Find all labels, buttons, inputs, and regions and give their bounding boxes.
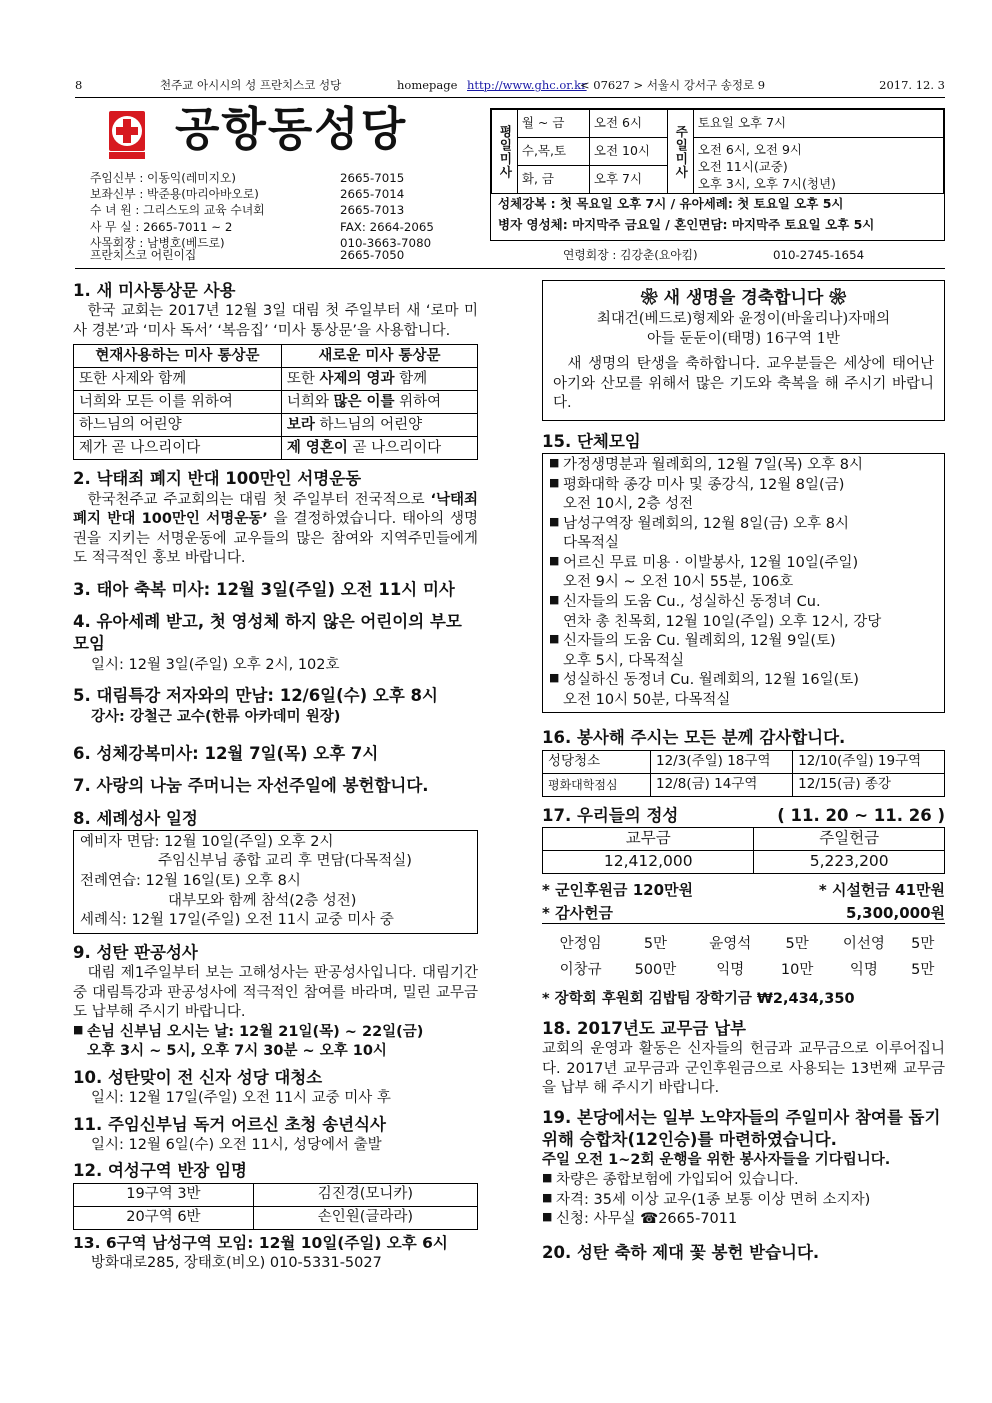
section-heading: 4. 유아세례 받고, 첫 영성체 하지 않은 어린이의 부모 모임 <box>73 612 462 654</box>
staff-phone: 2665-7013 <box>340 203 405 218</box>
mass-time: 오후 7시 <box>589 166 667 194</box>
table-cell: 12/8(금) 14구역 <box>651 773 793 796</box>
donor-amount: 500만 <box>634 961 677 978</box>
table-header: 주일헌금 <box>754 827 945 850</box>
section-heading: 8. 세례성사 일정 <box>73 808 198 828</box>
table-cell: 성당청소 <box>543 750 651 773</box>
offering-table <box>542 827 945 874</box>
sunday-mass-time: 토요일 오후 7시 <box>693 110 943 138</box>
staff-phone: 010-3663-7080 <box>340 235 432 250</box>
staff-name: 보좌신부 : 박준용(마리아바오로) <box>90 187 259 202</box>
flower-icon: ❀ <box>640 288 664 308</box>
table-cell: 평화대학점심 <box>543 773 651 796</box>
homepage-link[interactable]: http://www.ghc.or.kr <box>467 78 587 92</box>
section-text: 방화대로285, 장태호(비오) 010-5331-5027 <box>91 1254 382 1271</box>
list-item: ■ 신청: 사무실 ☎2665-7011 <box>542 1210 945 1230</box>
mass-text-table <box>73 344 478 460</box>
section-text: 주일 오전 1~2회 운행을 위한 봉사자들을 기다립니다. <box>542 1152 891 1169</box>
list-item: ■ 손님 신부님 오시는 날: 12월 21일(목) ~ 22일(금) <box>73 1023 478 1043</box>
staff-phone: 2665-7015 <box>340 171 405 185</box>
staff-phone: 2665-7014 <box>340 187 405 202</box>
section-heading: 17. 우리들의 정성 ( 11. 20 ~ 11. 26 ) <box>542 805 945 827</box>
schedule-line: 대부모와 함께 참석(2층 성전) <box>168 892 357 909</box>
table-cell: 너희와 모든 이를 위하여 <box>74 391 282 414</box>
section-heading: 10. 성탄맞이 전 신자 성당 대청소 <box>73 1067 323 1087</box>
parish-org: 천주교 아시시의 성 프란치스코 성당 <box>160 78 342 92</box>
list-item: ■ 평화대학 종강 미사 및 종강식, 12월 8일(금) 오전 10시, 2층 성전 <box>549 476 938 515</box>
staff-name: 사목회장 : 남병호(베드로) <box>90 235 225 250</box>
staff-row <box>90 186 434 202</box>
section-heading: 13. 6구역 남성구역 모임: 12월 10일(주일) 오후 6시 <box>73 1233 448 1252</box>
table-cell: 12/3(주일) 18구역 <box>651 750 793 773</box>
new-life-text: 새 생명의 탄생을 축하합니다. 교우분들은 세상에 태어난 아기와 산모를 위해서 많은 기도와 축복을 해 주시기 바랍니다. <box>553 356 934 412</box>
list-item: ■ 남성구역장 월례회의, 12월 8일(금) 오후 8시 다목적실 <box>549 515 938 554</box>
section-text: 대림 제1주일부터 보는 고해성사는 판공성사입니다. 대림기간 중 대림특강과 판공성사에 적극적인 참여를 바라며, 밀린 교무금도 납부해 주시기 바랍니다. <box>73 964 478 1021</box>
page-number: 8 <box>75 78 83 92</box>
section-heading: 2. 낙태죄 폐지 반대 100만인 서명운동 <box>73 469 362 489</box>
group-meetings-box <box>542 453 945 713</box>
offering-line: * 군인후원금 120만원 * 시설헌금 41만원 <box>542 880 945 899</box>
thanks-offering-line: * 감사헌금 5,300,000원 <box>542 903 945 924</box>
section-text: 일시: 12월 3일(주일) 오후 2시, 102호 <box>91 656 340 673</box>
schedule-line: 전례연습: 12월 16일(토) 오후 8시 <box>80 873 301 890</box>
sunday-mass-time: 오전 6시, 오전 9시 <box>697 142 802 157</box>
section-heading: 16. 봉사해 주시는 모든 분께 감사합니다. <box>542 728 846 748</box>
staff-name: 사 무 실 : 2665-7011 ~ 2 <box>90 219 233 234</box>
table-cell: 5,223,200 <box>754 850 945 873</box>
donor-name: 익명 <box>716 961 745 978</box>
note-line: 성체강복 : 첫 목요일 오후 7시 / 유아세례: 첫 토요일 오후 5시 <box>498 196 844 211</box>
sunday-mass-label: 주일미사 <box>667 110 693 194</box>
section-text: 강사: 강철근 교수(한류 아카데미 원장) <box>91 708 341 725</box>
list-item: ■ 성실하신 동정녀 Cu. 월례회의, 12월 16일(토) 오전 10시 50분, 다목적실 <box>549 671 938 710</box>
table-cell: 12/10(주일) 19구역 <box>793 750 945 773</box>
table-cell: 제가 곧 나으리이다 <box>74 437 282 460</box>
donor-amount: 5만 <box>911 961 935 978</box>
leaders-table <box>73 1183 478 1230</box>
schedule-line: 세례식: 12월 17일(주일) 오전 11시 교중 미사 중 <box>80 912 394 929</box>
confession-list <box>73 1023 478 1043</box>
mass-time: 오전 10시 <box>589 138 667 166</box>
mass-day: 화, 금 <box>517 166 589 194</box>
scholarship-line: * 장학회 후원회 김밥팀 장학기금 ₩2,434,350 <box>542 991 855 1008</box>
section-heading: 12. 여성구역 반장 임명 <box>73 1161 247 1181</box>
list-item: ■ 신자들의 도움 Cu. 월례회의, 12월 9일(토) 오후 5시, 다목적실 <box>549 632 938 671</box>
meetings-list <box>549 456 938 710</box>
staff-phone: FAX: 2664-2065 <box>340 219 434 234</box>
section-text: 한국 교회는 2017년 12월 3일 대림 첫 주일부터 새 ‘로마 미사 경본’과 ‘미사 독서’ ‘복음집’ ‘미사 통상문’을 사용합니다. <box>73 303 478 339</box>
table-cell: 또한 사제의 영과 함께 <box>281 368 477 391</box>
section-heading: 18. 2017년도 교무금 납부 <box>542 1018 746 1038</box>
donor-name: 이선영 <box>842 935 885 952</box>
table-cell: 12,412,000 <box>543 850 754 873</box>
right-column <box>542 280 945 1264</box>
staff-row <box>90 219 434 235</box>
donor-amount: 5만 <box>785 935 809 952</box>
section-text: 교회의 운영과 활동은 신자들의 헌금과 교무금으로 이루어집니다. 2017년 교무금과 군인후원금으로 사용되는 13번째 교무금을 납부 해 주시기 바랍니다. <box>542 1041 945 1097</box>
staff-directory <box>90 170 434 251</box>
mass-day: 수,목,토 <box>517 138 589 166</box>
table-header: 교무금 <box>543 827 754 850</box>
baptism-schedule-box <box>73 830 478 934</box>
new-life-baby: 아들 둔둔이(태명) 16구역 1반 <box>647 330 840 347</box>
section-heading: 9. 성탄 판공성사 <box>73 942 198 962</box>
address: < 07627 > 서울시 강서구 송정로 9 <box>580 78 766 92</box>
section-heading: 5. 대림특강 저자와의 만남: 12/6일(수) 오후 8시 <box>73 686 438 706</box>
schedule-line: 예비자 면담: 12월 10일(주일) 오후 2시 <box>80 833 334 850</box>
table-cell: 19구역 3반 <box>74 1183 254 1206</box>
donor-amount: 10만 <box>780 961 814 978</box>
parish-name: 공항동성당 <box>175 102 408 156</box>
list-item: ■ 가정생명분과 월례회의, 12월 7일(목) 오후 8시 <box>549 456 938 476</box>
new-life-title: ❀ 새 생명을 경축합니다 ❀ <box>640 288 847 308</box>
flower-icon: ❀ <box>823 288 847 308</box>
note-line: 병자 영성체: 마지막주 금요일 / 혼인면담: 마지막주 토요일 오후 5시 <box>498 217 875 232</box>
schedule-line: 주임신부님 종합 교리 후 면담(다목적실) <box>158 853 412 870</box>
list-item: ■ 자격: 35세 이상 교우(1종 보통 이상 면허 소지자) <box>542 1191 945 1211</box>
header-divider <box>75 268 945 269</box>
table-cell: 김진경(모니카) <box>253 1183 477 1206</box>
kindergarten-phone: 2665-7050 <box>340 248 405 262</box>
donor-name: 이창규 <box>559 961 602 978</box>
table-header: 새로운 미사 통상문 <box>281 345 477 368</box>
list-item-continued: 오후 3시 ~ 5시, 오후 7시 30분 ~ 오후 10시 <box>87 1043 387 1060</box>
section-text: 일시: 12월 6일(수) 오전 11시, 성당에서 출발 <box>91 1136 382 1153</box>
table-cell: 손인원(글라라) <box>253 1206 477 1229</box>
list-item: ■ 신자들의 도움 Cu., 성실하신 동정녀 Cu. 연차 총 친목회, 12월 10일(주일) 오후 12시, 강당 <box>549 593 938 632</box>
offering-period: ( 11. 20 ~ 11. 26 ) <box>777 805 945 825</box>
section-heading: 19. 본당에서는 일부 노약자들의 주일미사 참여를 돕기 위해 승합차(12인승)를 마련하였습니다. <box>542 1107 941 1150</box>
section-heading: 3. 태아 축복 미사: 12월 3일(주일) 오전 11시 미사 <box>73 579 455 599</box>
table-cell: 20구역 6반 <box>74 1206 254 1229</box>
table-cell: 제 영혼이 곧 나으리이다 <box>281 437 477 460</box>
funeral-rep-phone: 010-2745-1654 <box>773 248 865 262</box>
section-heading: 7. 사랑의 나눔 주머니는 자선주일에 봉헌합니다. <box>73 776 429 796</box>
kindergarten-name: 프란치스코 어린이집 <box>90 248 197 262</box>
donor-name: 윤영석 <box>709 935 752 952</box>
donor-table <box>542 930 945 984</box>
table-header: 현재사용하는 미사 통상문 <box>74 345 282 368</box>
mass-time: 오전 6시 <box>589 110 667 138</box>
mass-day: 월 ~ 금 <box>517 110 589 138</box>
table-cell: 또한 사제와 함께 <box>74 368 282 391</box>
volunteer-table <box>542 750 945 797</box>
table-cell: 12/15(금) 종강 <box>793 773 945 796</box>
funeral-rep-name: 연령회장 : 김강춘(요아킴) <box>563 248 698 262</box>
cross-logo-icon <box>108 110 146 160</box>
section-heading: 1. 새 미사통상문 사용 <box>73 281 236 300</box>
table-cell: 보라 하느님의 어린양 <box>281 414 477 437</box>
donor-amount: 5만 <box>643 935 668 952</box>
homepage-label: homepage <box>397 78 458 92</box>
table-cell: 하느님의 어린양 <box>74 414 282 437</box>
section-heading: 20. 성탄 축하 제대 꽃 봉헌 받습니다. <box>542 1242 820 1262</box>
page-header <box>75 78 945 98</box>
staff-row <box>90 170 434 186</box>
new-life-box <box>542 280 945 421</box>
staff-row <box>90 202 434 218</box>
staff-name: 수 녀 원 : 그리스도의 교육 수녀회 <box>90 203 265 218</box>
sunday-mass-time: 오전 11시(교중) <box>697 159 788 174</box>
staff-name: 주임신부 : 이동익(레미지오) <box>90 171 237 185</box>
left-column <box>73 280 478 1273</box>
list-item: ■ 차량은 종합보험에 가입되어 있습니다. <box>542 1171 945 1191</box>
section-heading: 15. 단체모임 <box>542 431 641 451</box>
list-item: ■ 어르신 무료 미용 · 이발봉사, 12월 10일(주일) 오전 9시 ~ 오전 10시 55분, 106호 <box>549 554 938 593</box>
weekday-mass-label: 평일미사 <box>492 110 518 194</box>
sunday-mass-time: 오후 3시, 오후 7시(청년) <box>697 176 836 191</box>
section-heading: 11. 주임신부님 독거 어르신 초청 송년식사 <box>73 1114 386 1134</box>
section-text: 한국천주교 주교회의는 대림 첫 주일부터 전국적으로 ‘낙태죄 폐지 반대 100만인 서명운동’ 을 결정하였습니다. 태아의 생명권을 지키는 서명운동에 교우들의 많은 참여와 지역주민들에게도 적극적인 홍보 바랍니다. <box>73 491 478 567</box>
section-heading: 6. 성체강복미사: 12월 7일(목) 오후 7시 <box>73 744 379 764</box>
section-text: 일시: 12월 17일(주일) 오전 11시 교중 미사 후 <box>91 1090 391 1107</box>
new-life-parents: 최대건(베드로)형제와 윤정이(바울리나)자매의 <box>596 310 891 327</box>
donor-amount: 5만 <box>911 935 935 952</box>
van-info-list <box>542 1171 945 1230</box>
donor-name: 익명 <box>849 961 878 978</box>
table-cell: 너희와 많은 이를 위하여 <box>281 391 477 414</box>
sacrament-notes <box>498 193 874 235</box>
donor-name: 안정임 <box>559 935 602 952</box>
issue-date: 2017. 12. 3 <box>879 78 945 92</box>
